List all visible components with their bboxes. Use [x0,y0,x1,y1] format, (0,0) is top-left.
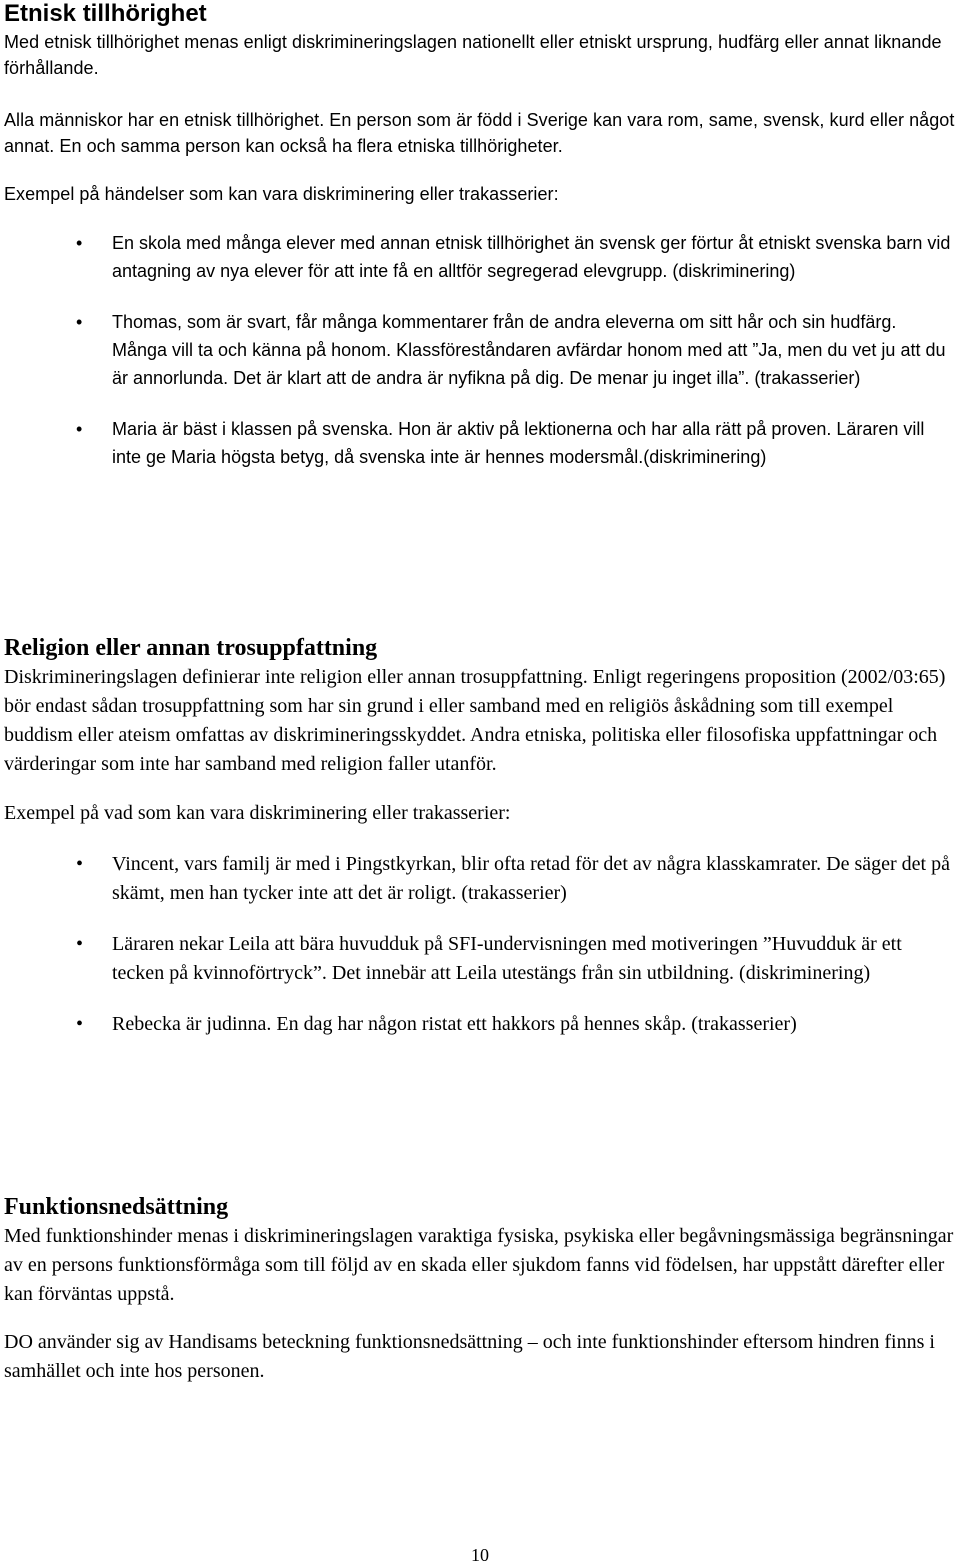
ethnic-examples-intro: Exempel på händelser som kan vara diskriminering eller trakasserier: [4,184,559,204]
list-item-text: Vincent, vars familj är med i Pingstkyrkan, blir ofta retad för det av några klasskamrater. De säger det på skämt, men han tycker inte att det är roligt. (trakasserier) [112,853,950,904]
religion-examples-intro: Exempel på vad som kan vara diskriminering eller trakasserier: [4,802,511,824]
heading-religion: Religion eller annan trosuppfattning [4,635,378,661]
bullet-icon: • [76,933,84,955]
bullet-icon: • [76,853,84,875]
list-item [4,930,956,987]
list-item [4,415,956,471]
bullet-icon: • [76,1013,84,1035]
list-item [4,229,956,285]
list-item-text: Läraren nekar Leila att bära huvudduk på SFI-undervisningen med motiveringen ”Huvudduk är ett tecken på kvinnoförtryck”. Det innebär att Leila utestängs från sin utbildning. (diskriminering) [112,933,902,984]
page-number: 10 [471,1545,489,1565]
section-disability [4,1193,956,1386]
list-item-text: Rebecka är judinna. En dag har någon ristat ett hakkors på hennes skåp. (trakasserier) [112,1013,797,1035]
list-item-text: En skola med många elever med annan etnisk tillhörighet än svensk ger förtur åt etniskt svenska barn vid antagning av nya elever för att inte få en alltför segregerad elevgrupp. (diskriminering) [112,233,951,281]
list-item [4,308,956,392]
religion-examples-list [4,850,956,1039]
list-item [4,850,956,907]
heading-ethnic: Etnisk tillhörighet [4,0,207,27]
list-item [4,1010,956,1039]
disability-paragraph-1: Med funktionshinder menas i diskrimineringslagen varaktiga fysiska, psykiska eller begåvningsmässiga begränsningar av en persons funktionsförmåga som till följd av en skada eller sjukdom fanns vid födelsen, har uppstått därefter eller kan förväntas uppstå. [4,1225,954,1305]
religion-paragraph: Diskrimineringslagen definierar inte religion eller annan trosuppfattning. Enligt regeringens proposition (2002/03:65) bör endast sådan trosuppfattning som har sin grund i eller samband med en religiös åskådning som till exempel buddism eller ateism omfattas av diskrimineringsskyddet. Andra etniska, politiska eller filosofiska uppfattningar och värderingar som inte har samband med religion faller utanför. [4,666,946,775]
ethnic-definition: Med etnisk tillhörighet menas enligt diskrimineringslagen nationellt eller etniskt ursprung, hudfärg eller annat liknande förhållande. [4,32,942,78]
bullet-icon: • [76,233,83,253]
heading-disability: Funktionsnedsättning [4,1194,229,1220]
bullet-icon: • [76,419,83,439]
section-ethnic [4,0,956,494]
bullet-icon: • [76,312,83,332]
list-item-text: Thomas, som är svart, får många kommentarer från de andra eleverna om sitt hår och sin hudfärg. Många vill ta och känna på honom. Klassföreståndaren avfärdar honom med att ”Ja, men du vet ju att du är annorlunda. Det är klart att de andra är nyfikna på dig. De menar ju inget illa”. (trakasserier) [112,312,946,388]
ethnic-examples-list [4,229,956,471]
disability-paragraph-2: DO använder sig av Handisams beteckning funktionsnedsättning – och inte funktionshinder eftersom hindren finns i samhället och inte hos personen. [4,1331,935,1382]
list-item-text: Maria är bäst i klassen på svenska. Hon är aktiv på lektionerna och har alla rätt på proven. Läraren vill inte ge Maria högsta betyg, då svenska inte är hennes modersmål.(diskriminering) [112,419,925,467]
section-religion [4,634,956,1062]
ethnic-paragraph: Alla människor har en etnisk tillhörighet. En person som är född i Sverige kan vara rom, same, svensk, kurd eller något annat. En och samma person kan också ha flera etniska tillhörigheter. [4,110,955,156]
